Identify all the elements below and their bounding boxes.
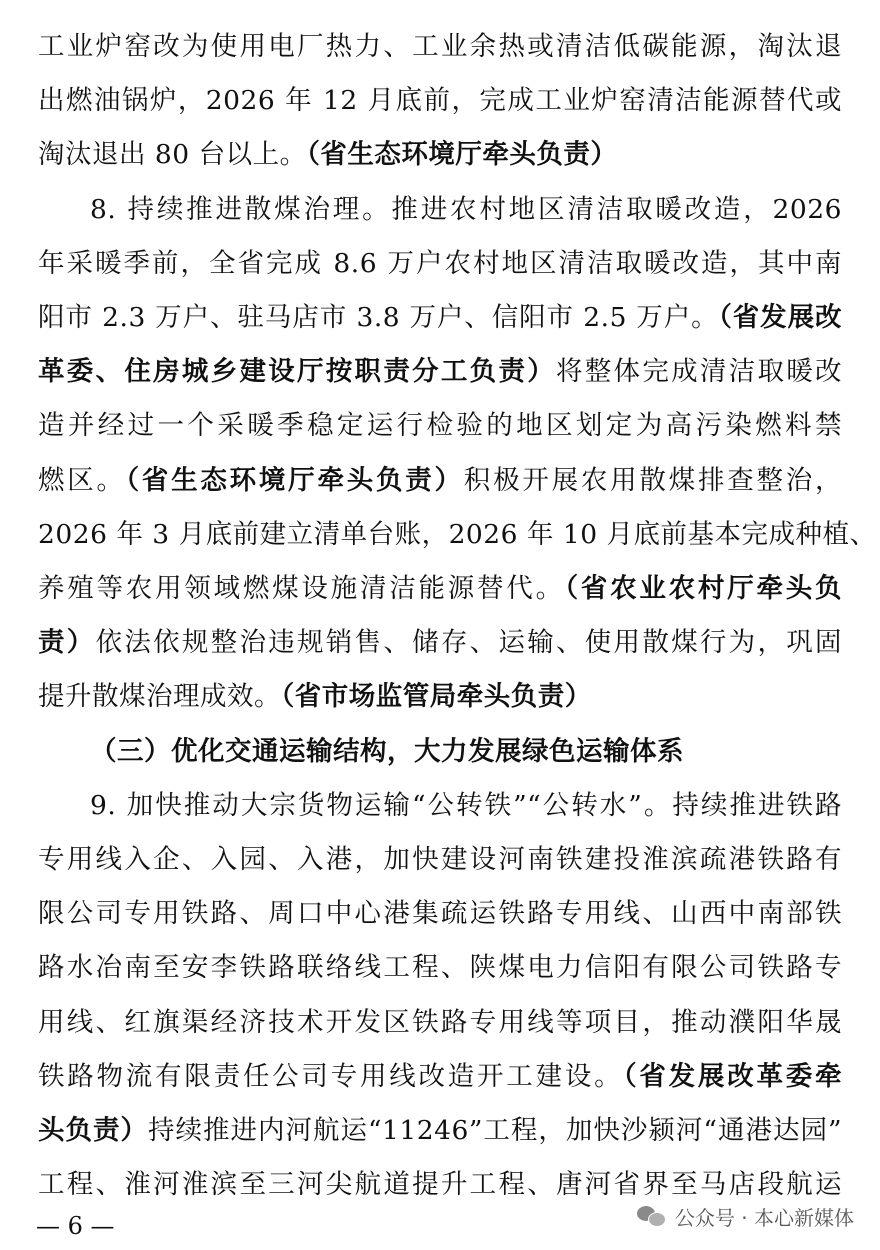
text-line [38, 74, 842, 128]
bold-text-segment: （省市场监管局牵头负责） [281, 681, 592, 713]
bold-text-segment: 革委、住房城乡建设厅按职责分工负责） [38, 356, 556, 388]
text-line [38, 1104, 842, 1158]
text-segment: 造并经过一个采暖季稳定运行检验的地区划定为高污染燃料禁 [38, 410, 842, 442]
bold-text-segment: 头负责） [38, 1115, 148, 1146]
text-segment: 路水冶南至安李铁路联络线工程、陕煤电力信阳有限公司铁路专 [38, 952, 842, 984]
text-line [38, 562, 842, 616]
text-line [38, 291, 842, 345]
text-line [90, 725, 842, 779]
text-line [90, 779, 842, 833]
text-line [38, 508, 877, 562]
text-segment: 2026 年 3 月底前建立清单台账，2026 年 10 月底前基本完成种植、 [38, 518, 877, 550]
text-line [38, 887, 842, 941]
text-segment: 将整体完成清洁取暖改 [556, 356, 842, 388]
text-segment: 养殖等农用领域燃煤设施清洁能源替代。 [38, 573, 565, 604]
text-line [38, 1050, 842, 1104]
text-line [38, 941, 842, 995]
page-number: — 6 — [36, 1212, 115, 1240]
text-segment: 依法依规整治违规销售、储存、运输、使用散煤行为，巩固 [95, 627, 843, 659]
text-line [38, 128, 842, 182]
bold-text-segment: （省生态环境厅牵头负责） [306, 139, 618, 171]
text-segment: 工业炉窑改为使用电厂热力、工业余热或清洁低碳能源，淘汰退 [38, 31, 842, 62]
text-segment: 阳市 2.3 万户、驻马店市 3.8 万户、信阳市 2.5 万户。 [38, 302, 719, 333]
bold-text-segment: （省生态环境厅牵头负责） [125, 464, 464, 496]
bold-text-segment: 责） [38, 627, 96, 659]
text-segment: 积极开展农用散煤排查整治， [463, 464, 843, 496]
text-line [38, 670, 842, 724]
text-segment: 限公司专用铁路、周口中心港集疏运铁路专用线、山西中南部铁 [38, 898, 842, 930]
bold-text-segment: （三）优化交通运输结构，大力发展绿色运输体系 [90, 735, 684, 767]
text-segment: 9. 加快推动大宗货物运输“公转铁”“公转水”。持续推进铁路 [90, 789, 842, 821]
text-segment: 持续推进内河航运“11246”工程，加快沙颍河“通港达园” [148, 1115, 842, 1146]
text-line [38, 454, 842, 508]
text-line [38, 833, 842, 887]
text-segment: 淘汰退出 80 台以上。 [38, 139, 307, 171]
text-segment: 用线、红旗渠经济技术开发区铁路专用线等项目，推动濮阳华晟 [38, 1006, 842, 1038]
text-segment: 8. 持续推进散煤治理。推进农村地区清洁取暖改造，2026 [90, 193, 842, 225]
watermark-text: 公众号 · 本心新媒体 [674, 1205, 854, 1230]
bold-text-segment: （省发展改革委牵 [623, 1060, 843, 1092]
text-segment: 燃区。 [38, 464, 126, 496]
text-line [38, 996, 842, 1050]
bold-text-segment: （省发展改 [718, 302, 842, 333]
text-segment: 出燃油锅炉，2026 年 12 月底前，完成工业炉窑清洁能源替代或 [38, 85, 842, 117]
watermark [637, 1198, 854, 1234]
text-segment: 提升散煤治理成效。 [38, 681, 281, 713]
text-line [90, 183, 842, 237]
text-segment: 专用线入企、入园、入港，加快建设河南铁建投淮滨疏港铁路有 [38, 844, 842, 875]
text-line [38, 616, 842, 670]
text-segment: 年采暖季前，全省完成 8.6 万户农村地区清洁取暖改造，其中南 [38, 247, 842, 279]
text-line [38, 237, 842, 291]
bold-text-segment: （省农业农村厅牵头负 [564, 573, 843, 604]
text-segment: 工程、淮河淮滨至三河尖航道提升工程、唐河省界至马店段航运 [38, 1169, 842, 1201]
text-line [38, 399, 842, 453]
text-segment: 铁路物流有限责任公司专用线改造开工建设。 [38, 1060, 624, 1092]
text-line [38, 345, 842, 399]
text-line [38, 20, 842, 74]
wechat-icon [637, 1204, 667, 1228]
